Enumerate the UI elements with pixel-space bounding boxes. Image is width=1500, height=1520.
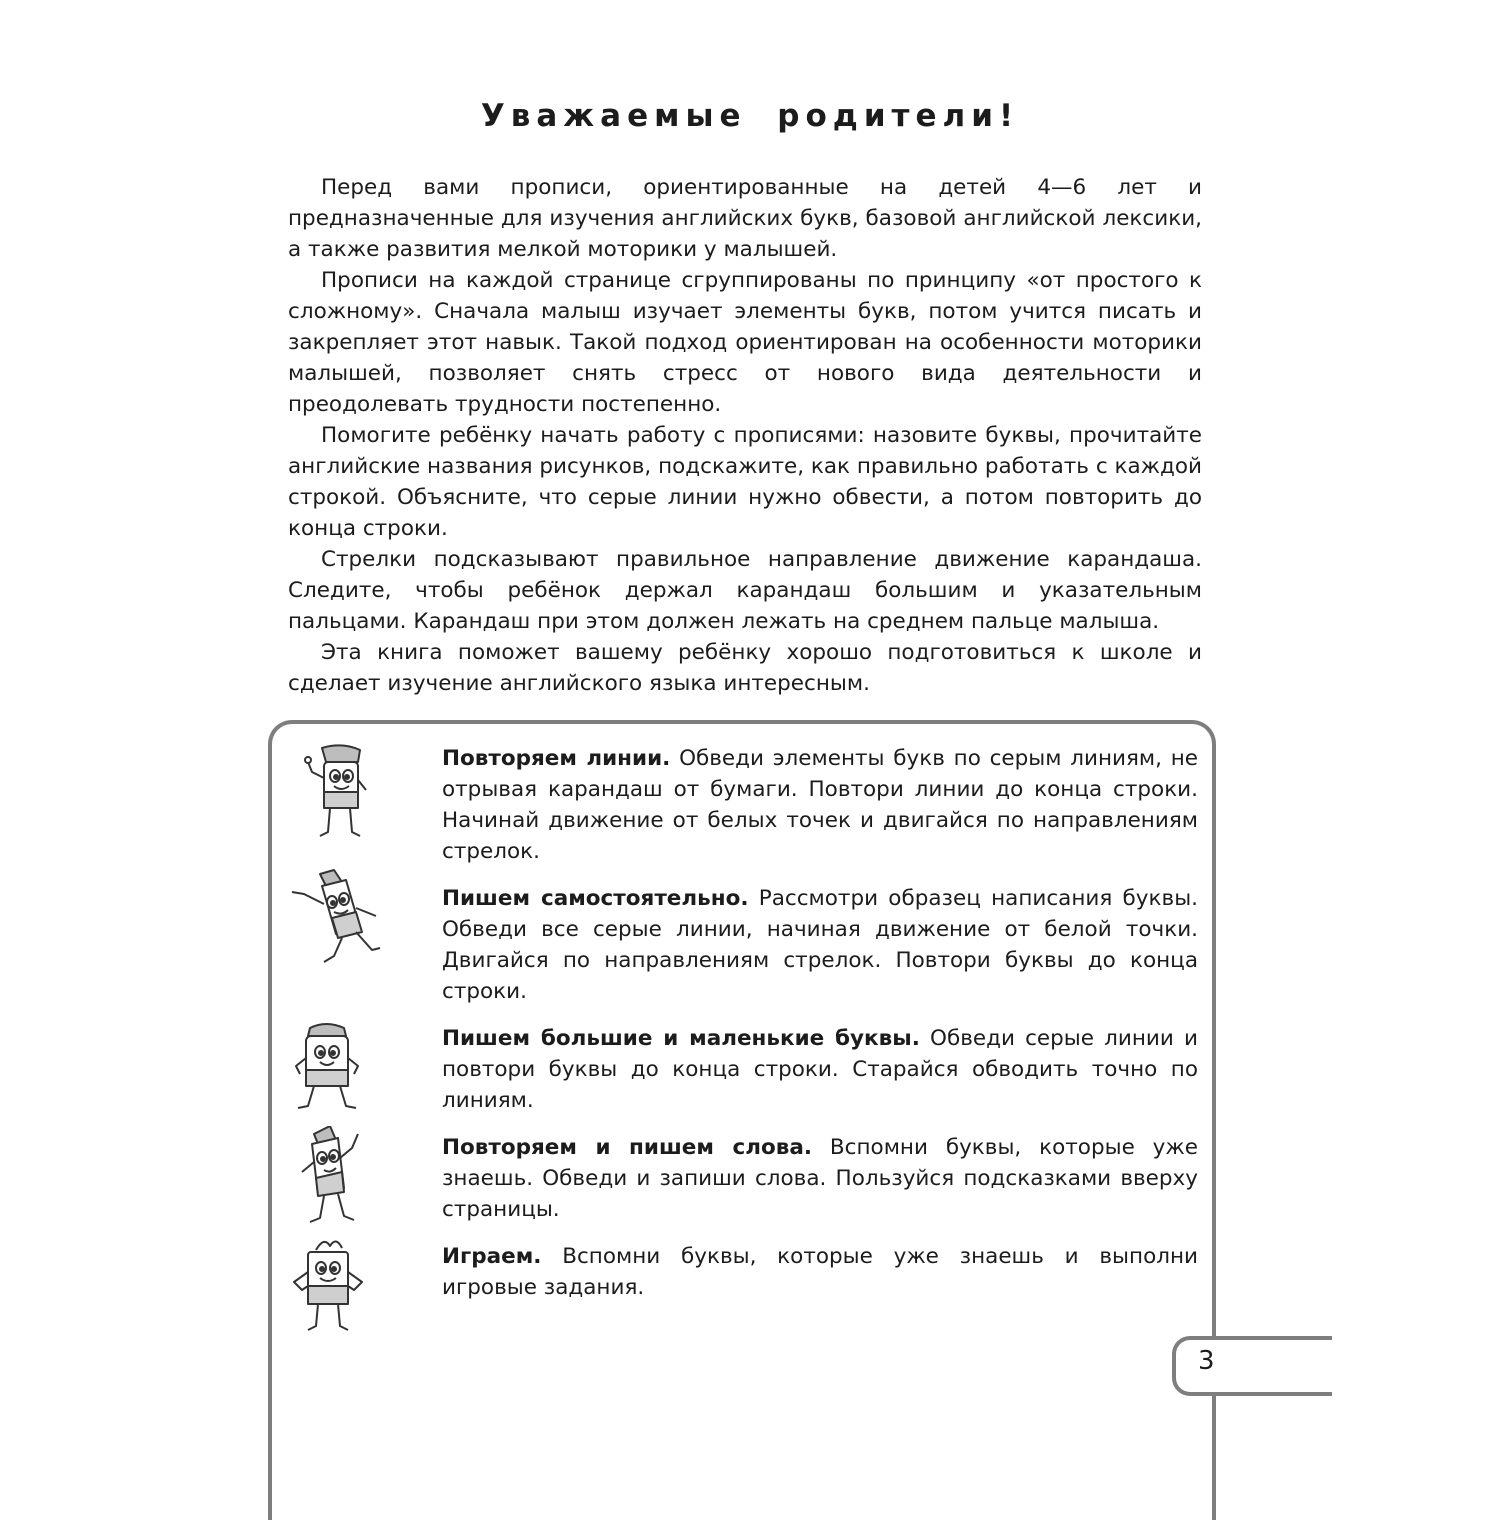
pencil-character-hands-on-hips-icon [286, 1236, 396, 1336]
instruction-heading: Играем. [442, 1244, 542, 1269]
pencil-character-finger-up-icon [286, 1126, 396, 1226]
page-number: 3 [1198, 1346, 1215, 1376]
intro-paragraph: Прописи на каждой странице сгруппированы по принципу «от простого к сложному». Сначала малыш изучает элементы букв, потом учится писать и закрепляет этот навык. Такой подход ориентирован на особенности моторики малышей, позволяет снять стресс от нового вида деятельности и преодолевать трудности постепенно. [288, 268, 1202, 417]
page-number-tab [1172, 1336, 1332, 1396]
instruction-text: Рассмотри образец написания буквы. Обведи все серые линии, начиная движение от белой точки. Двигайся по направлениям стрелок. Повтори буквы до конца строки. [442, 886, 1199, 1004]
page-title: Уважаемые родители! [480, 98, 1020, 134]
intro-paragraph: Стрелки подсказывают правильное направление движение карандаша. Следите, чтобы ребёнок держал карандаш большим и указательным пальцами. Карандаш при этом должен лежать на среднем пальце малыша. [288, 547, 1202, 634]
pencil-character-running-icon [286, 868, 396, 968]
instruction-heading: Повторяем и пишем слова. [442, 1135, 813, 1160]
instruction-words [442, 1132, 1198, 1225]
intro-paragraph: Эта книга поможет вашему ребёнку хорошо подготовиться к школе и сделает изучение английского языка интересным. [288, 640, 1202, 696]
intro-text [288, 172, 1202, 699]
instruction-repeat-lines [442, 743, 1198, 867]
pencil-character-pointing-icon [296, 742, 406, 842]
instruction-play [442, 1241, 1198, 1303]
eraser-character-icon [286, 1020, 396, 1120]
instruction-text: Вспомни буквы, которые уже знаешь. Обведи и запиши слова. Пользуйся подсказками вверху страницы. [442, 1135, 1198, 1222]
instruction-write-alone [442, 883, 1198, 1007]
intro-paragraph: Перед вами прописи, ориентированные на детей 4—6 лет и предназначенные для изучения английских букв, базовой английской лексики, а также развития мелкой моторики у малышей. [288, 175, 1202, 262]
instruction-heading: Повторяем линии. [442, 746, 671, 771]
instruction-text: Обведи серые линии и повтори буквы до конца строки. Старайся обводить точно по линиям. [442, 1026, 1198, 1113]
instruction-heading: Пишем большие и маленькие буквы. [442, 1026, 920, 1051]
intro-paragraph: Помогите ребёнку начать работу с прописями: назовите буквы, прочитайте английские названия рисунков, подскажите, как правильно работать с каждой строкой. Объясните, что серые линии нужно обвести, а потом повторить до конца строки. [288, 423, 1202, 541]
instruction-text: Обведи элементы букв по серым линиям, не отрывая карандаш от бумаги. Повтори линии до конца строки. Начинай движение от белых точек и двигайся по направлениям стрелок. [442, 746, 1199, 864]
instruction-text: Вспомни буквы, которые уже знаешь и выполни игровые задания. [442, 1244, 1198, 1300]
instruction-heading: Пишем самостоятельно. [442, 886, 749, 911]
instruction-big-small-letters [442, 1023, 1198, 1116]
